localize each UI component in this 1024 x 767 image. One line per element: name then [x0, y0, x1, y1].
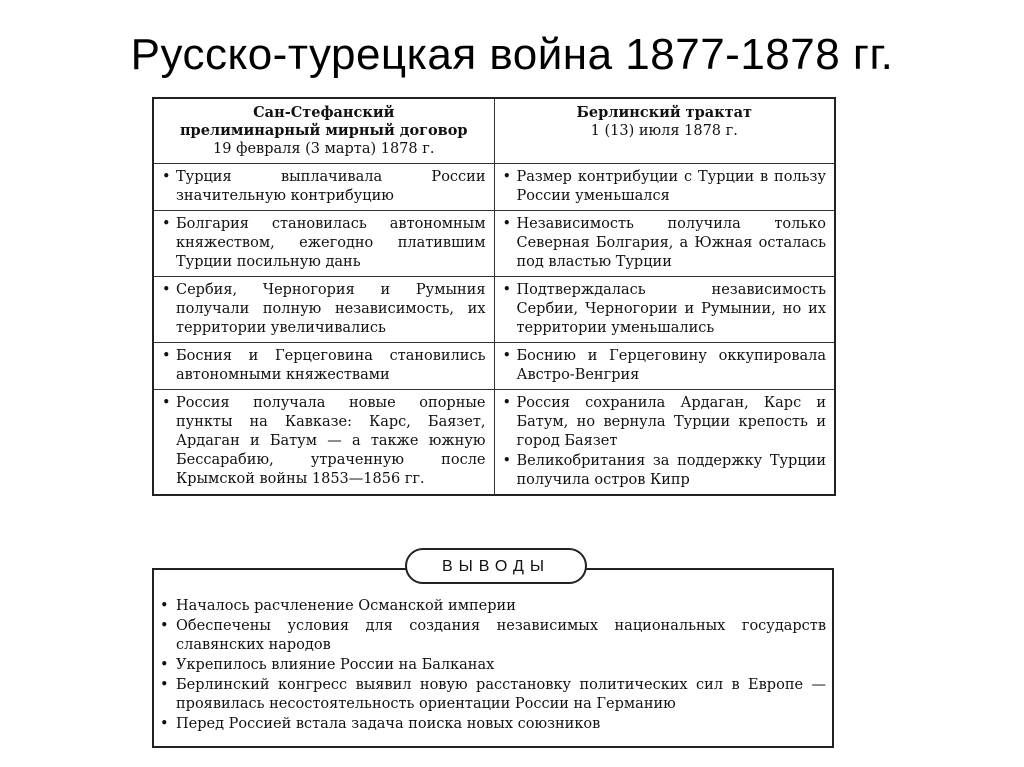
san-stefano-cell — [153, 164, 494, 211]
conclusions-label: ВЫВОДЫ — [405, 548, 587, 584]
conclusion-item: • Перед Россией встала задача поиска новых союзников — [160, 715, 826, 734]
list-item: • Россия сохранила Ардаган, Карс и Батум, но вернула Турции крепость и город Баязет — [503, 394, 827, 451]
conclusions-list — [160, 597, 826, 734]
san-stefano-header-line1: Сан-Стефанский — [253, 104, 395, 121]
san-stefano-cell — [153, 343, 494, 390]
berlin-header — [494, 98, 835, 164]
san-stefano-cell — [153, 390, 494, 496]
table-row — [153, 390, 835, 496]
list-item: • Независимость получила только Северная Болгария, а Южная осталась под властью Турции — [503, 215, 827, 272]
table-row — [153, 343, 835, 390]
conclusion-item: • Укрепилось влияние России на Балканах — [160, 656, 826, 675]
san-stefano-header-date: 19 февраля (3 марта) 1878 г. — [213, 141, 435, 157]
table-row — [153, 164, 835, 211]
berlin-cell — [494, 164, 835, 211]
table-header-row — [153, 98, 835, 164]
list-item: • Болгария становилась автономным княжеством, ежегодно платившим Турции посильную дань — [162, 215, 486, 272]
berlin-cell — [494, 390, 835, 496]
list-item: • Босния и Герцеговина становились автономными княжествами — [162, 347, 486, 385]
conclusion-item: • Берлинский конгресс выявил новую расстановку политических сил в Европе — проявилась несостоятельность ориентации России на Германию — [160, 676, 826, 714]
san-stefano-header-line2: прелиминарный мирный договор — [179, 122, 468, 139]
san-stefano-cell — [153, 277, 494, 343]
berlin-cell — [494, 343, 835, 390]
list-item: • Боснию и Герцеговину оккупировала Австро-Венгрия — [503, 347, 827, 385]
list-item: • Великобритания за поддержку Турции получила остров Кипр — [503, 452, 827, 490]
san-stefano-cell — [153, 211, 494, 277]
treaties-comparison-table — [152, 97, 836, 496]
san-stefano-header — [153, 98, 494, 164]
list-item: • Сербия, Черногория и Румыния получали полную независимость, их территории увеличивались — [162, 281, 486, 338]
list-item: • Россия получала новые опорные пункты на Кавказе: Карс, Баязет, Ардаган и Батум — а также южную Бессарабию, утраченную после Крымской войны 1853—1856 гг. — [162, 394, 486, 489]
table-row — [153, 211, 835, 277]
berlin-header-line1: Берлинский трактат — [576, 104, 753, 121]
list-item: • Размер контрибуции с Турции в пользу России уменьшался — [503, 168, 827, 206]
conclusion-item: • Началось расчленение Османской империи — [160, 597, 826, 616]
page-title: Русско-турецкая война 1877-1878 гг. — [130, 30, 894, 79]
berlin-cell — [494, 211, 835, 277]
table-row — [153, 277, 835, 343]
list-item: • Турция выплачивала России значительную контрибуцию — [162, 168, 486, 206]
list-item: • Подтверждалась независимость Сербии, Черногории и Румынии, но их территории уменьшались — [503, 281, 827, 338]
conclusion-item: • Обеспечены условия для создания независимых национальных государств славянских народов — [160, 617, 826, 655]
berlin-cell — [494, 277, 835, 343]
berlin-header-date: 1 (13) июля 1878 г. — [590, 123, 738, 139]
